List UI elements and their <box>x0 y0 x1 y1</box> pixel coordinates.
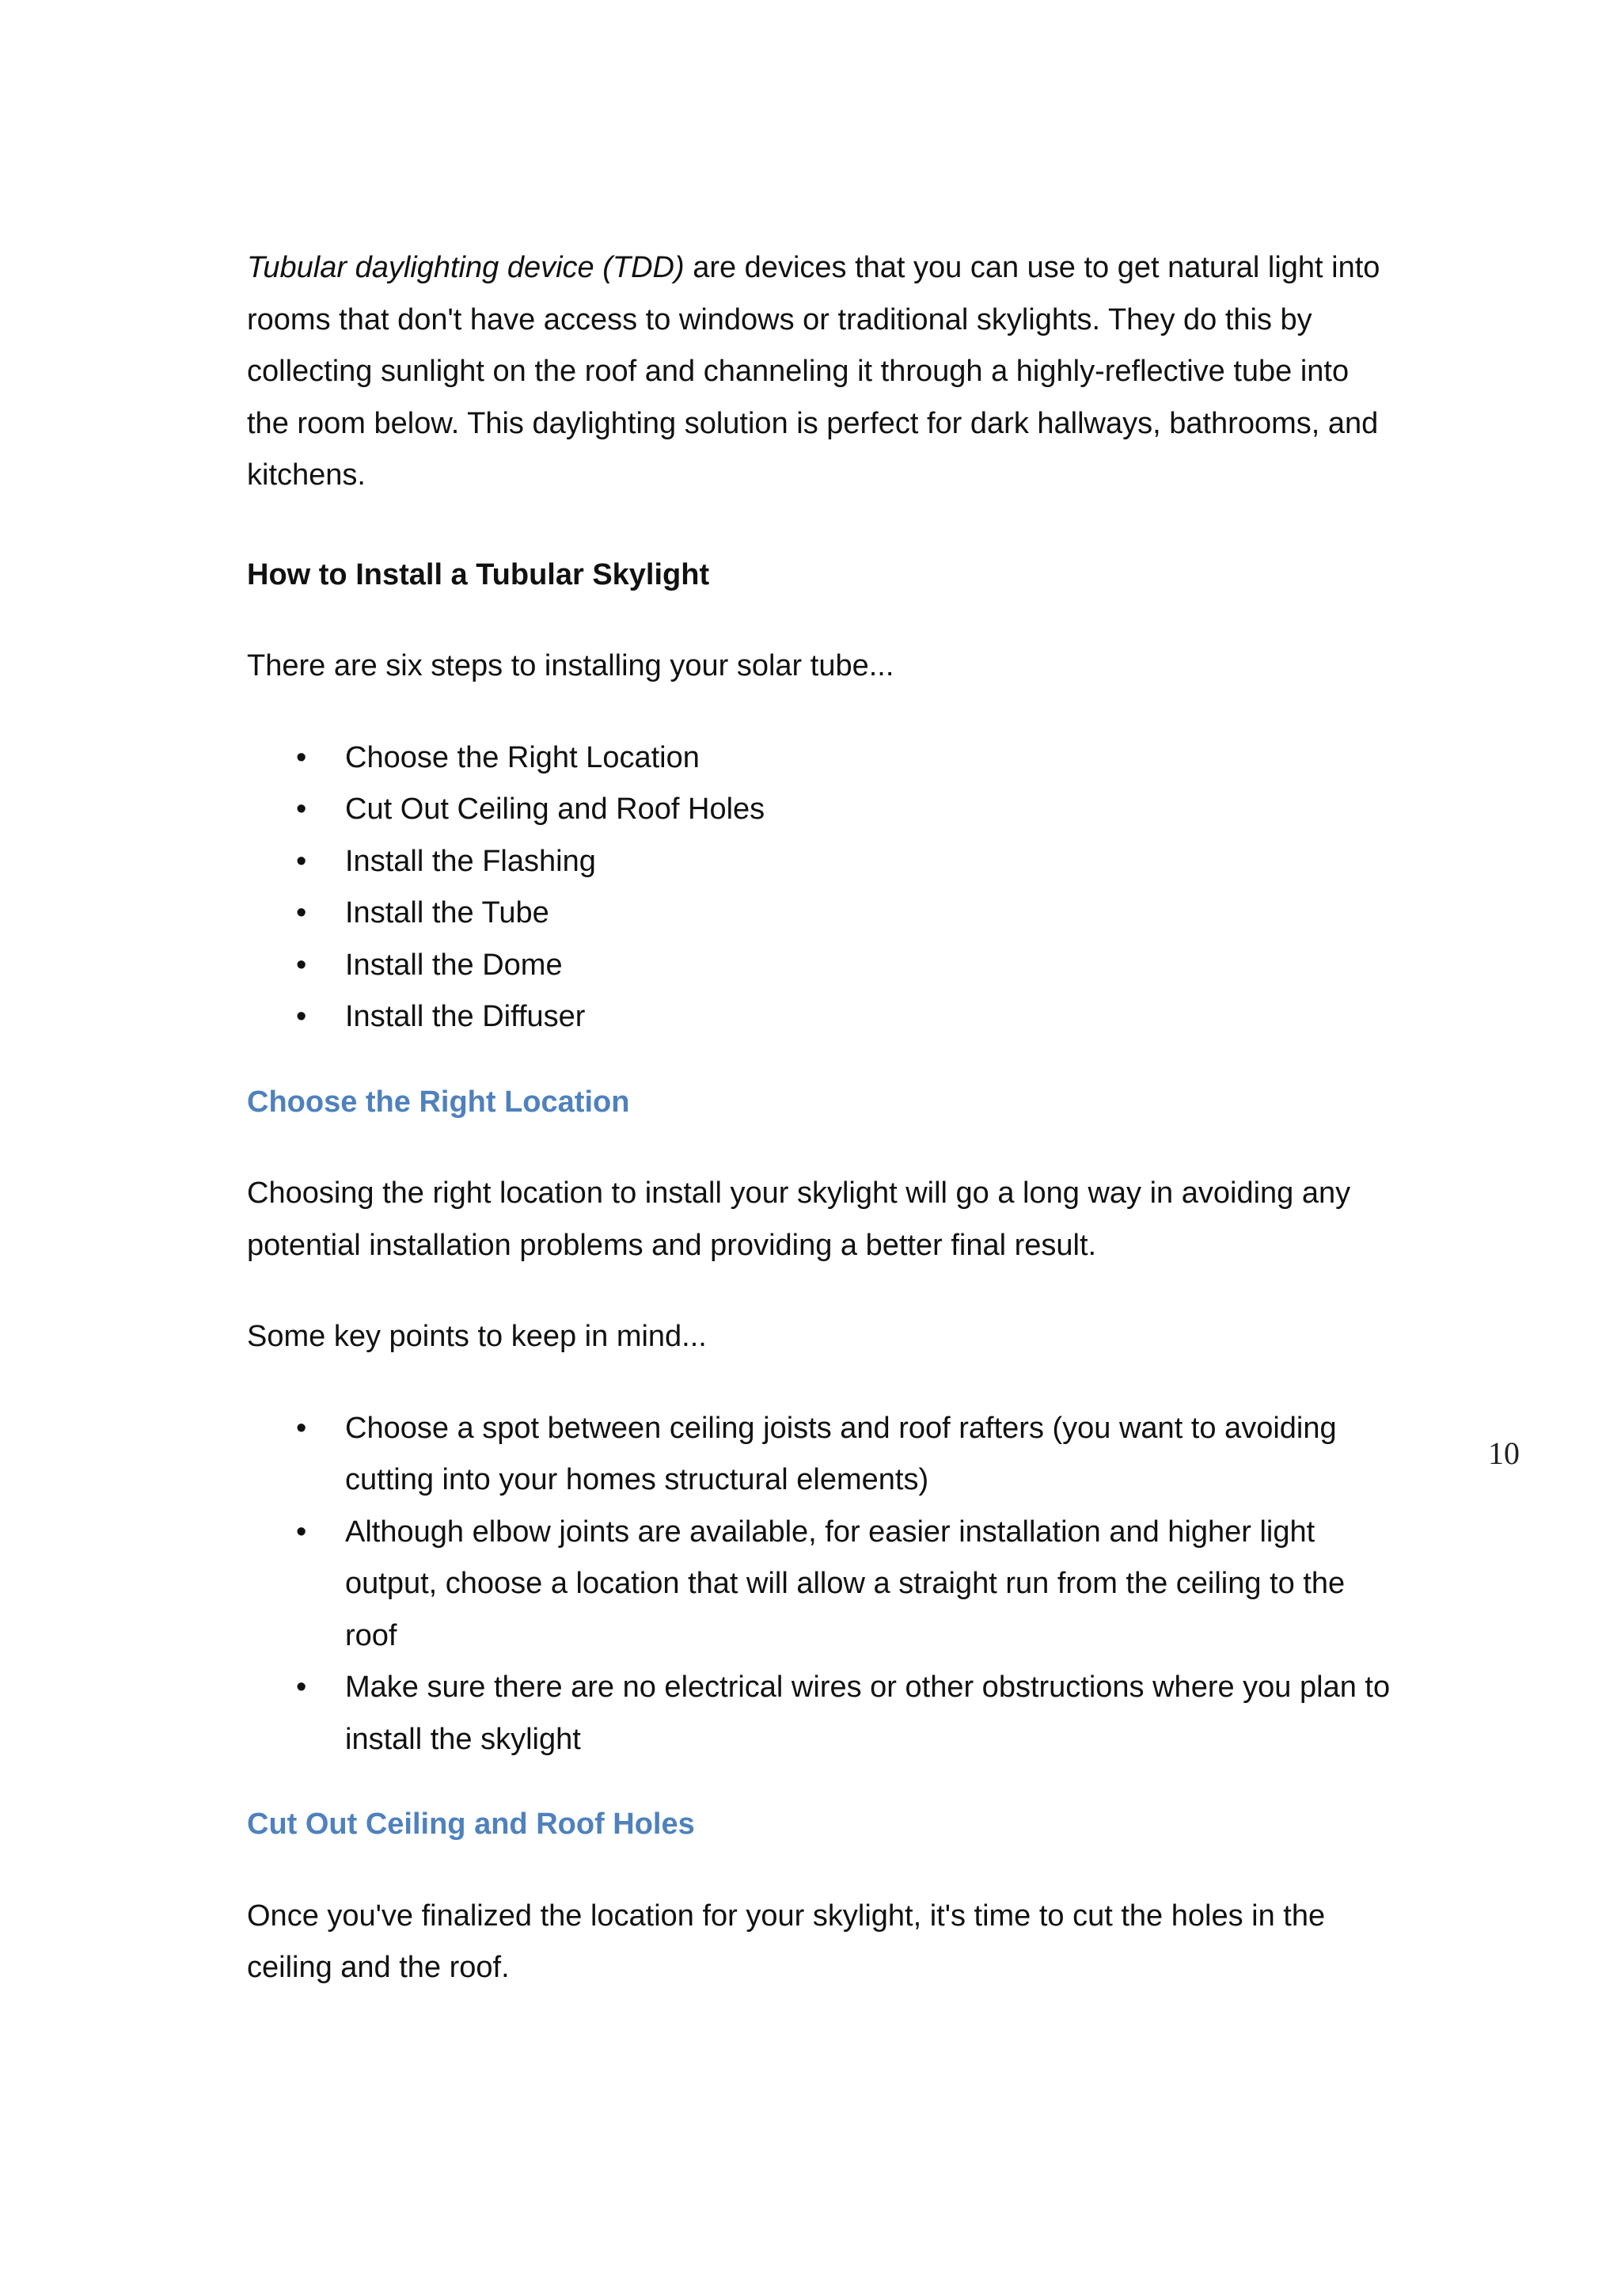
location-lead: Some key points to keep in mind... <box>247 1320 707 1353</box>
document-page <box>247 242 1395 1994</box>
list-item <box>247 1507 1395 1663</box>
list-item-text: Cut Out Ceiling and Roof Holes <box>345 793 765 826</box>
list-item <box>247 836 1395 888</box>
bullet-icon: • <box>296 896 307 929</box>
list-item-text: Make sure there are no electrical wires or other obstructions where you plan to install the skylight <box>345 1671 1391 1756</box>
list-item <box>247 991 1395 1043</box>
list-item-text: Install the Dome <box>345 948 563 982</box>
bullet-icon: • <box>296 1671 307 1704</box>
list-item-text: Install the Tube <box>345 896 549 929</box>
install-steps-list <box>247 732 1395 1043</box>
intro-paragraph <box>247 242 1395 502</box>
bullet-icon: • <box>296 1000 307 1033</box>
location-heading: Choose the Right Location <box>247 1085 630 1119</box>
list-item <box>247 1403 1395 1507</box>
install-lead: There are six steps to installing your solar tube... <box>247 649 894 682</box>
list-item-text: Choose the Right Location <box>345 740 700 774</box>
install-heading: How to Install a Tubular Skylight <box>247 557 710 591</box>
list-item <box>247 732 1395 785</box>
list-item <box>247 940 1395 992</box>
intro-text: are devices that you can use to get natural light into rooms that don't have access to windows or traditional skylights. They do this by collecting sunlight on the roof and channeling it through a highly-reflective tube into the room below. This daylighting solution is perfect for dark hallways, bathrooms, and kitchens. <box>247 251 1380 492</box>
list-item-text: Choose a spot between ceiling joists and roof rafters (you want to avoiding cutting into your homes structural elements) <box>345 1411 1337 1496</box>
list-item-text: Although elbow joints are available, for easier installation and higher light output, choose a location that will allow a straight run from the ceiling to the roof <box>345 1515 1346 1652</box>
bullet-icon: • <box>296 740 307 774</box>
bullet-icon: • <box>296 948 307 982</box>
location-paragraph: Choosing the right location to install your skylight will go a long way in avoiding any potential installation problems and providing a better final result. <box>247 1177 1351 1262</box>
list-item <box>247 784 1395 836</box>
bullet-icon: • <box>296 1515 307 1549</box>
page-number: 10 <box>1488 1435 1520 1471</box>
cut-holes-heading: Cut Out Ceiling and Roof Holes <box>247 1808 695 1841</box>
intro-term: Tubular daylighting device (TDD) <box>247 251 685 284</box>
list-item-text: Install the Diffuser <box>345 1000 586 1033</box>
bullet-icon: • <box>296 1411 307 1445</box>
list-item-text: Install the Flashing <box>345 844 596 878</box>
bullet-icon: • <box>296 793 307 826</box>
cut-holes-paragraph: Once you've finalized the location for your skylight, it's time to cut the holes in the ceiling and the roof. <box>247 1899 1326 1984</box>
bullet-icon: • <box>296 844 307 878</box>
list-item <box>247 888 1395 940</box>
list-item <box>247 1662 1395 1766</box>
location-points-list <box>247 1403 1395 1766</box>
